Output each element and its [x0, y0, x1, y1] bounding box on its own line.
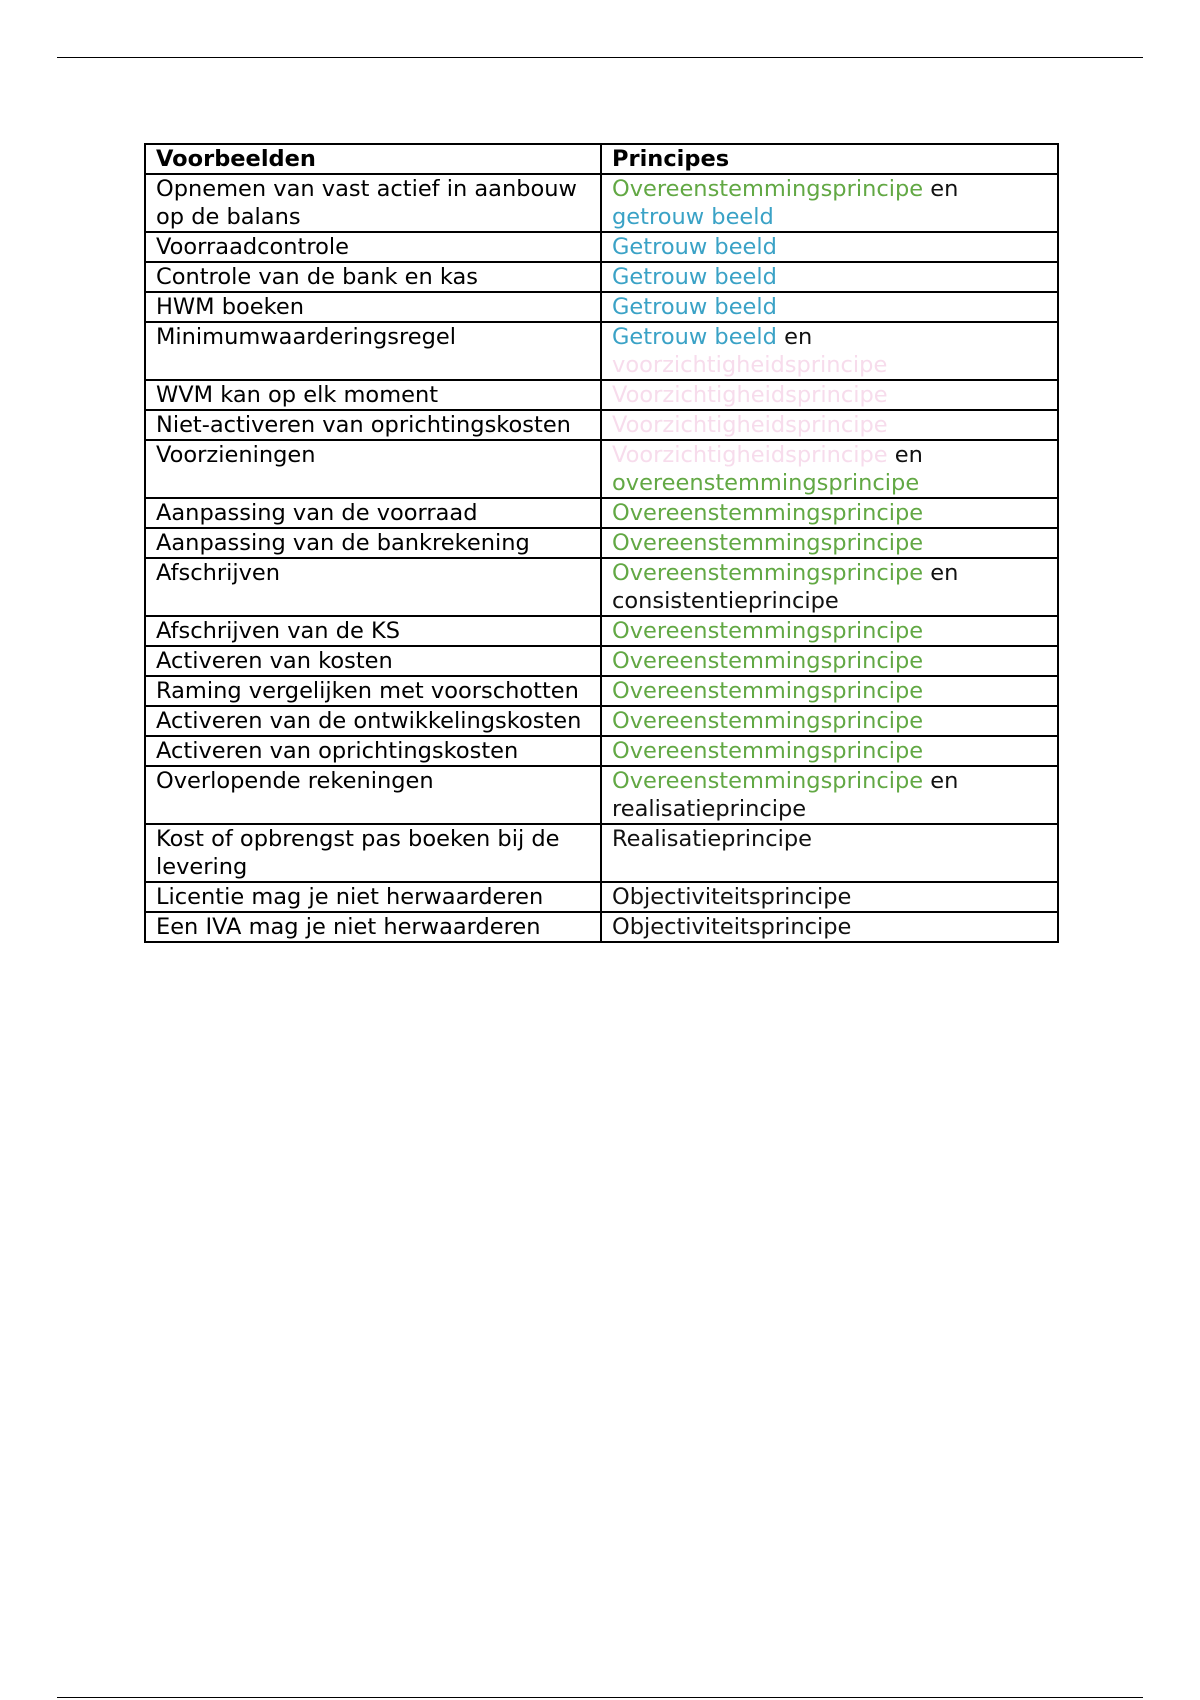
example-cell: Niet-activeren van oprichtingskosten [145, 410, 601, 440]
principle-cell [601, 558, 1058, 616]
table-row [145, 528, 1058, 558]
table-row [145, 292, 1058, 322]
example-cell: Minimumwaarderingsregel [145, 322, 601, 380]
principle-text: Overeenstemmingsprincipe [612, 176, 924, 202]
principle-cell [601, 646, 1058, 676]
example-cell: Activeren van de ontwikkelingskosten [145, 706, 601, 736]
table-row [145, 616, 1058, 646]
table-row [145, 498, 1058, 528]
principle-cell [601, 528, 1058, 558]
principle-cell [601, 912, 1058, 942]
table-row [145, 174, 1058, 232]
principle-cell [601, 766, 1058, 824]
example-cell: Voorraadcontrole [145, 232, 601, 262]
principle-text: Overeenstemmingsprincipe [612, 560, 924, 586]
principle-text: Getrouw beeld [612, 234, 777, 260]
principle-text: Overeenstemmingsprincipe [612, 530, 924, 556]
principle-cell [601, 706, 1058, 736]
principle-cell [601, 232, 1058, 262]
table-body [145, 174, 1058, 942]
principle-text: overeenstemmingsprincipe [612, 470, 920, 496]
principle-text: en [776, 324, 813, 350]
page-bottom-rule [57, 1697, 1143, 1698]
principle-text: consistentieprincipe [612, 588, 839, 614]
table-row [145, 706, 1058, 736]
principle-text: Overeenstemmingsprincipe [612, 500, 924, 526]
table-header-row [145, 144, 1058, 174]
table-row [145, 736, 1058, 766]
example-cell: Activeren van kosten [145, 646, 601, 676]
principle-text: Getrouw beeld [612, 294, 777, 320]
principle-cell [601, 262, 1058, 292]
principle-text: Objectiviteitsprincipe [612, 914, 852, 940]
principle-text: Overeenstemmingsprincipe [612, 738, 924, 764]
example-cell: Licentie mag je niet herwaarderen [145, 882, 601, 912]
example-cell: Aanpassing van de voorraad [145, 498, 601, 528]
table-row [145, 766, 1058, 824]
table-row [145, 322, 1058, 380]
example-cell: Overlopende rekeningen [145, 766, 601, 824]
principle-text: en [923, 176, 959, 202]
principle-cell [601, 736, 1058, 766]
principle-text: Overeenstemmingsprincipe [612, 708, 924, 734]
page-top-rule [57, 57, 1143, 58]
example-cell: Controle van de bank en kas [145, 262, 601, 292]
principle-text: Overeenstemmingsprincipe [612, 618, 924, 644]
table-row [145, 440, 1058, 498]
principle-cell [601, 410, 1058, 440]
principle-text: Getrouw beeld [612, 324, 777, 350]
principle-text: Objectiviteitsprincipe [612, 884, 852, 910]
table-row [145, 824, 1058, 882]
principle-text: Overeenstemmingsprincipe [612, 648, 924, 674]
principle-cell [601, 322, 1058, 380]
table-row [145, 410, 1058, 440]
table-row [145, 882, 1058, 912]
principle-cell [601, 440, 1058, 498]
example-cell: WVM kan op elk moment [145, 380, 601, 410]
header-principes: Principes [601, 144, 1058, 174]
example-cell: HWM boeken [145, 292, 601, 322]
principle-text: Overeenstemmingsprincipe [612, 678, 924, 704]
principle-text: en [923, 768, 959, 794]
principle-text: Voorzichtigheidsprincipe [612, 412, 888, 438]
principle-text: Getrouw beeld [612, 264, 777, 290]
principle-text: Voorzichtigheidsprincipe [612, 382, 888, 408]
principle-text: en [887, 442, 923, 468]
principle-cell [601, 824, 1058, 882]
principle-text: Realisatieprincipe [612, 826, 812, 852]
principle-text: voorzichtigheidsprincipe [612, 352, 888, 378]
example-cell: Activeren van oprichtingskosten [145, 736, 601, 766]
table-row [145, 262, 1058, 292]
table-row [145, 646, 1058, 676]
table-row [145, 232, 1058, 262]
table-row [145, 676, 1058, 706]
example-cell: Kost of opbrengst pas boeken bij de levering [145, 824, 601, 882]
table-row [145, 558, 1058, 616]
table-row [145, 912, 1058, 942]
example-cell: Afschrijven van de KS [145, 616, 601, 646]
principle-cell [601, 882, 1058, 912]
example-cell: Opnemen van vast actief in aanbouw op de balans [145, 174, 601, 232]
principle-text: realisatieprincipe [612, 796, 807, 822]
principles-table [144, 143, 1059, 943]
principle-cell [601, 676, 1058, 706]
example-cell: Een IVA mag je niet herwaarderen [145, 912, 601, 942]
header-voorbeelden: Voorbeelden [145, 144, 601, 174]
example-cell: Afschrijven [145, 558, 601, 616]
principle-cell [601, 292, 1058, 322]
example-cell: Raming vergelijken met voorschotten [145, 676, 601, 706]
principle-text: Voorzichtigheidsprincipe [612, 442, 888, 468]
principle-text: Overeenstemmingsprincipe [612, 768, 924, 794]
principle-text: en [923, 560, 959, 586]
example-cell: Voorzieningen [145, 440, 601, 498]
principle-cell [601, 498, 1058, 528]
example-cell: Aanpassing van de bankrekening [145, 528, 601, 558]
principle-cell [601, 380, 1058, 410]
principle-cell [601, 616, 1058, 646]
principle-cell [601, 174, 1058, 232]
table-row [145, 380, 1058, 410]
principle-text: getrouw beeld [612, 204, 774, 230]
